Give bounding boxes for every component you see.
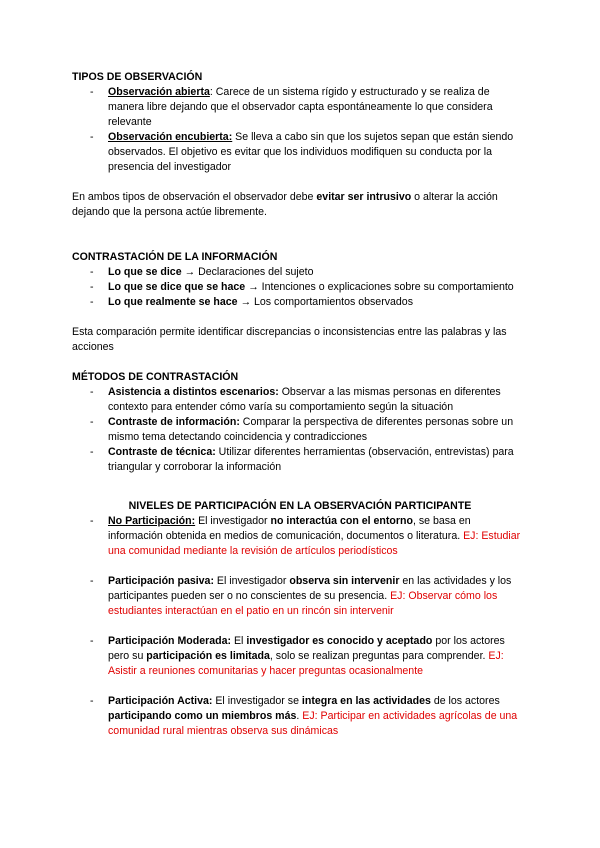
list-item — [72, 295, 528, 310]
item-label: Lo que se dice — [108, 266, 182, 278]
metodos-list — [72, 385, 528, 475]
item-text: en las actividades y los participantes pueden ser o no conscientes de su presencia. — [108, 575, 512, 602]
summary-text: o alterar la acción dejando que la persona actúe libremente. — [72, 191, 498, 218]
item-label: Contraste de técnica: — [108, 446, 216, 458]
item-bold: participando como un miembros más — [108, 710, 297, 722]
item-text: Observar a las mismas personas en diferentes contexto para entender cómo varía su comportamiento según la situación — [108, 386, 501, 413]
item-text: de los actores — [430, 695, 500, 707]
section-title-tipos: TIPOS DE OBSERVACIÓN — [72, 71, 203, 83]
contrastacion-summary: Esta comparación permite identificar discrepancias o inconsistencias entre las palabras y las acciones — [72, 326, 507, 353]
section-title-niveles: NIVELES DE PARTICIPACIÓN EN LA OBSERVACIÓN PARTICIPANTE — [128, 500, 472, 512]
list-item — [72, 85, 528, 130]
item-label: Lo que se dice que se hace — [108, 281, 246, 293]
item-bold: integra en las actividades — [301, 695, 431, 707]
section-title-metodos: MÉTODOS DE CONTRASTACIÓN — [72, 371, 239, 383]
item-text: . — [296, 710, 303, 722]
item-text: El — [231, 635, 247, 647]
niveles-list — [72, 514, 528, 739]
item-sep: : — [209, 86, 213, 98]
item-label: Participación Moderada: — [108, 635, 232, 647]
tipos-list — [72, 85, 528, 175]
list-item — [72, 280, 528, 295]
item-label: Participación pasiva: — [108, 575, 214, 587]
summary-text: En ambos tipos de observación el observador debe — [72, 191, 317, 203]
example-text: EJ: Asistir a reuniones comunitarias y hacer preguntas ocasionalmente — [108, 650, 504, 677]
list-item — [72, 574, 528, 619]
item-label: No Participación: — [108, 515, 196, 527]
item-label: Asistencia a distintos escenarios: — [108, 386, 279, 398]
item-bold: investigador es conocido y aceptado — [246, 635, 433, 647]
example-text: EJ: Participar en actividades agrícolas de una comunidad rural mientras observa sus dinámicas — [108, 710, 518, 737]
item-text: Utilizar diferentes herramientas (observación, entrevistas) para triangular y corroborar la información — [108, 446, 514, 473]
list-item — [72, 415, 528, 445]
item-text: → Los comportamientos observados — [237, 296, 414, 308]
item-text: → Intenciones o explicaciones sobre su comportamiento — [245, 281, 514, 293]
list-item — [72, 634, 528, 679]
list-item — [72, 130, 528, 175]
document-page — [72, 70, 528, 739]
list-item — [72, 445, 528, 475]
item-text: → Declaraciones del sujeto — [181, 266, 314, 278]
item-label: Participación Activa: — [108, 695, 213, 707]
item-text: El investigador se — [212, 695, 302, 707]
item-text: El investigador — [195, 515, 271, 527]
contrastacion-list — [72, 265, 528, 310]
list-item — [72, 514, 528, 559]
example-text: EJ: Estudiar una comunidad mediante la revisión de artículos periodísticos — [108, 530, 521, 557]
item-label: Observación abierta — [108, 86, 210, 98]
item-bold: no interactúa con el entorno — [270, 515, 413, 527]
item-text: Se lleva a cabo sin que los sujetos sepan que están siendo observados. El objetivo es evitar que los individuos modifiquen su conducta por la presencia del investigador — [108, 131, 514, 173]
item-text: por los actores pero su — [108, 635, 505, 662]
item-bold: observa sin intervenir — [289, 575, 400, 587]
summary-bold: evitar ser intrusivo — [316, 191, 412, 203]
item-text: El investigador — [213, 575, 290, 587]
list-item — [72, 385, 528, 415]
item-label: Observación encubierta: — [108, 131, 233, 143]
item-text: , se basa en información obtenida en medios de comunicación, documentos o literatura. — [108, 515, 471, 542]
list-item — [72, 265, 528, 280]
section-title-contrastacion: CONTRASTACIÓN DE LA INFORMACIÓN — [72, 251, 278, 263]
item-text: , solo se realizan preguntas para comprender. — [269, 650, 489, 662]
example-text: EJ: Observar cómo los estudiantes interactúan en el patio en un rincón sin intervenir — [108, 590, 498, 617]
item-bold: participación es limitada — [146, 650, 270, 662]
item-label: Contraste de información: — [108, 416, 240, 428]
tipos-summary — [72, 190, 528, 220]
item-label: Lo que realmente se hace — [108, 296, 238, 308]
item-text: Comparar la perspectiva de diferentes personas sobre un mismo tema detectando coincidencia y contradicciones — [108, 416, 514, 443]
list-item — [72, 694, 528, 739]
item-text: Carece de un sistema rígido y estructurado y se realiza de manera libre dejando que el observador capta espontáneamente lo que considera relevante — [108, 86, 493, 128]
